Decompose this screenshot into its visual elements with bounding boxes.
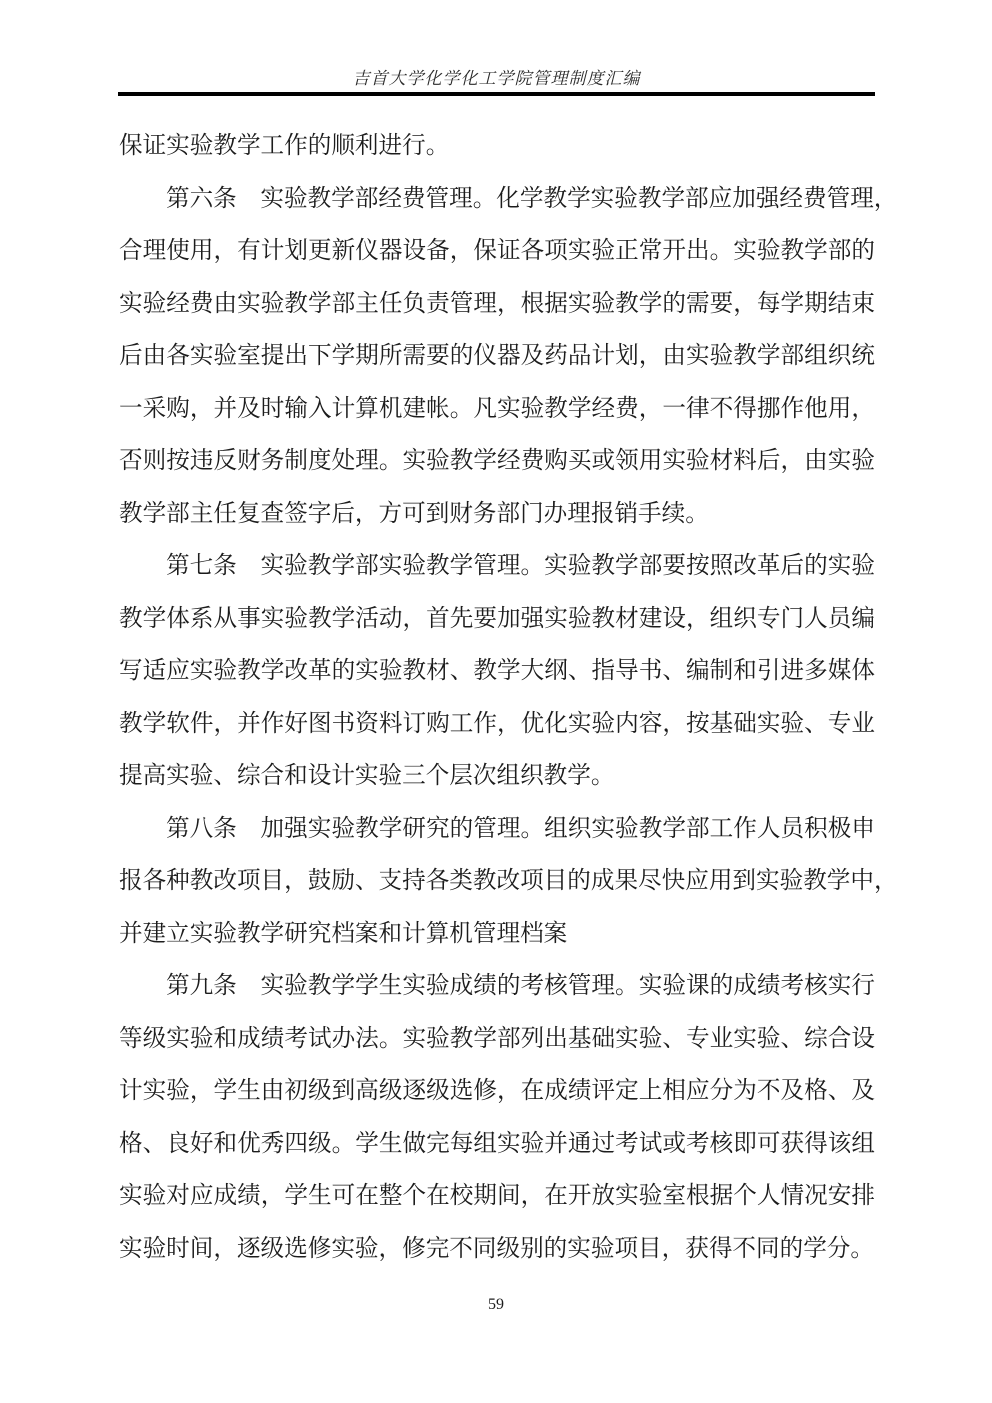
text-line: 实验时间，逐级选修实验，修完不同级别的实验项目，获得不同的学分。 bbox=[119, 1235, 874, 1262]
text-line: 第九条 实验教学学生实验成绩的考核管理。实验课的成绩考核实行 bbox=[166, 973, 875, 999]
text-line: 否则按违反财务制度处理。实验教学经费购买或领用实验材料后，由实验 bbox=[119, 448, 875, 474]
text-line: 第六条 实验教学部经费管理。化学教学实验教学部应加强经费管理， bbox=[166, 185, 898, 212]
text-line: 报各种教改项目，鼓励、支持各类教改项目的成果尽快应用到实验教学中， bbox=[119, 868, 898, 894]
text-line: 写适应实验教学改革的实验教材、教学大纲、指导书、编制和引进多媒体 bbox=[119, 658, 875, 684]
document-body bbox=[119, 120, 898, 1275]
header-rule bbox=[118, 92, 875, 96]
text-line: 等级实验和成绩考试办法。实验教学部列出基础实验、专业实验、综合设 bbox=[119, 1025, 875, 1052]
text-line: 保证实验教学工作的顺利进行。 bbox=[119, 133, 450, 159]
header-title: 吉首大学化学化工学院管理制度汇编 bbox=[352, 69, 641, 88]
text-line: 第八条 加强实验教学研究的管理。组织实验教学部工作人员积极申 bbox=[166, 815, 875, 842]
text-line: 教学部主任复查签字后，方可到财务部门办理报销手续。 bbox=[119, 500, 709, 527]
text-line: 教学软件，并作好图书资料订购工作，优化实验内容，按基础实验、专业 bbox=[119, 710, 875, 737]
text-line: 一采购，并及时输入计算机建帐。凡实验教学经费，一律不得挪作他用， bbox=[119, 395, 875, 422]
text-line: 教学体系从事实验教学活动，首先要加强实验教材建设，组织专门人员编 bbox=[119, 605, 875, 632]
text-line: 合理使用，有计划更新仪器设备，保证各项实验正常开出。实验教学部的 bbox=[119, 238, 875, 264]
text-line: 实验经费由实验教学部主任负责管理，根据实验教学的需要，每学期结束 bbox=[119, 290, 875, 317]
page-number: 59 bbox=[488, 1296, 504, 1313]
text-line: 并建立实验教学研究档案和计算机管理档案 bbox=[119, 920, 568, 947]
text-line: 第七条 实验教学部实验教学管理。实验教学部要按照改革后的实验 bbox=[166, 553, 875, 579]
text-line: 实验对应成绩，学生可在整个在校期间，在开放实验室根据个人情况安排 bbox=[119, 1183, 875, 1209]
text-line: 格、良好和优秀四级。学生做完每组实验并通过考试或考核即可获得该组 bbox=[119, 1130, 875, 1157]
page-footer bbox=[0, 1296, 992, 1314]
text-line: 计实验，学生由初级到高级逐级选修，在成绩评定上相应分为不及格、及 bbox=[119, 1078, 875, 1104]
text-line: 提高实验、综合和设计实验三个层次组织教学。 bbox=[119, 763, 615, 789]
text-line: 后由各实验室提出下学期所需要的仪器及药品计划，由实验教学部组织统 bbox=[119, 343, 875, 369]
